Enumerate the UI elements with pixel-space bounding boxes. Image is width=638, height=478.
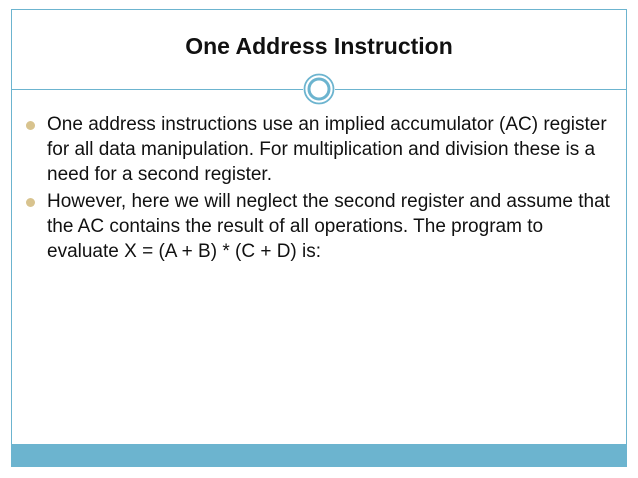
bullet-item	[25, 112, 620, 187]
round-bullet-icon	[26, 198, 35, 207]
title-divider-left	[11, 89, 303, 90]
bullet-text: One address instructions use an implied accumulator (AC) register for all data manipulation. For multiplication and division these is a need for a second register.	[47, 114, 607, 185]
bullet-item	[25, 189, 620, 264]
footer-bar	[11, 444, 627, 467]
bullet-list	[25, 112, 620, 266]
round-bullet-icon	[26, 121, 35, 130]
title-divider-right	[335, 89, 627, 90]
bullet-text: However, here we will neglect the second register and assume that the AC contains the result of all operations. The program to evaluate X = (A + B) * (C + D) is:	[47, 191, 610, 262]
double-ring-icon	[303, 73, 335, 105]
slide-title: One Address Instruction	[185, 33, 453, 59]
